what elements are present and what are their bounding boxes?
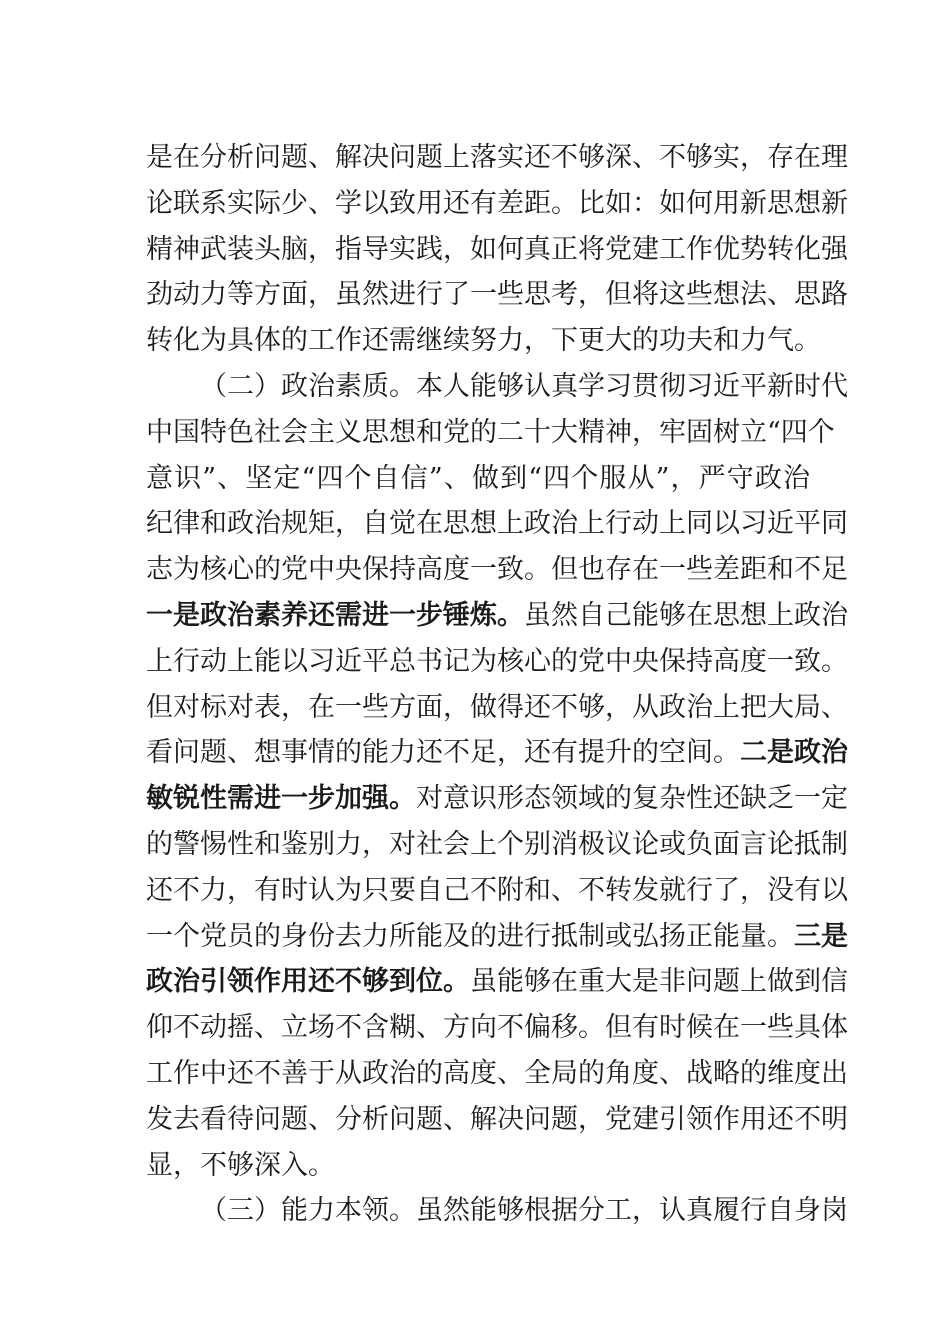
bold-point-heading: 一是政治素养还需进一步锤炼。: [146, 599, 524, 631]
text-line: 劲动力等方面，虽然进行了一些思考，但将这些想法、思路: [146, 279, 848, 311]
text-line: 上行动上能以习近平总书记为核心的党中央保持高度一致。: [146, 645, 848, 677]
text-span: 一个党员的身份去力所能及的进行抵制或弘扬正能量。: [146, 920, 794, 952]
document-body: [146, 135, 848, 1234]
paragraph-heading-line: （二）政治素质。本人能够认真学习贯彻习近平新时代: [200, 370, 848, 402]
bold-point-heading: 二是政治: [740, 737, 848, 769]
paragraph-heading-line: （三）能力本领。虽然能够根据分工，认真履行自身岗: [200, 1195, 848, 1227]
text-line: 的警惕性和鉴别力，对社会上个别消极议论或负面言论抵制: [146, 828, 848, 860]
text-line: [146, 730, 848, 776]
text-line: 是在分析问题、解决问题上落实还不够深、不够实，存在理: [146, 142, 848, 173]
text-line: [146, 593, 848, 639]
text-span: 对意识形态领域的复杂性还缺乏一定: [416, 783, 848, 815]
bold-point-heading: 政治引领作用还不够到位。: [146, 966, 470, 998]
text-line: 显，不够深入。: [146, 1149, 335, 1181]
bold-point-heading: 三是: [794, 920, 848, 952]
text-line: 论联系实际少、学以致用还有差距。比如：如何用新思想新: [146, 187, 848, 219]
text-line: 工作中还不善于从政治的高度、全局的角度、战略的维度出: [146, 1057, 848, 1089]
text-line: 发去看待问题、分析问题、解决问题，党建引领作用还不明: [146, 1103, 848, 1135]
text-line: 精神武装头脑，指导实践，如何真正将党建工作优势转化强: [146, 233, 848, 265]
text-line: 意识”、坚定“四个自信”、做到“四个服从”，严守政治: [146, 462, 810, 494]
text-line: 仰不动摇、立场不含糊、方向不偏移。但有时候在一些具体: [146, 1012, 848, 1044]
text-line: 纪律和政治规矩，自觉在思想上政治上行动上同以习近平同: [146, 508, 848, 540]
text-span: 虽能够在重大是非问题上做到信: [470, 966, 848, 998]
text-line: 但对标对表，在一些方面，做得还不够，从政治上把大局、: [146, 691, 848, 723]
bold-point-heading: 敏锐性需进一步加强。: [146, 783, 416, 815]
text-line: [146, 959, 848, 1005]
text-line: [146, 914, 848, 960]
text-line: 中国特色社会主义思想和党的二十大精神，牢固树立“四个: [146, 416, 835, 448]
text-line: 志为核心的党中央保持高度一致。但也存在一些差距和不足: [146, 554, 848, 586]
text-line: 转化为具体的工作还需继续努力，下更大的功夫和力气。: [146, 325, 821, 357]
text-span: 虽然自己能够在思想上政治: [524, 599, 848, 631]
text-line: [146, 776, 848, 822]
text-line: 还不力，有时认为只要自己不附和、不转发就行了，没有以: [146, 874, 848, 906]
text-span: 看问题、想事情的能力还不足，还有提升的空间。: [146, 737, 740, 769]
